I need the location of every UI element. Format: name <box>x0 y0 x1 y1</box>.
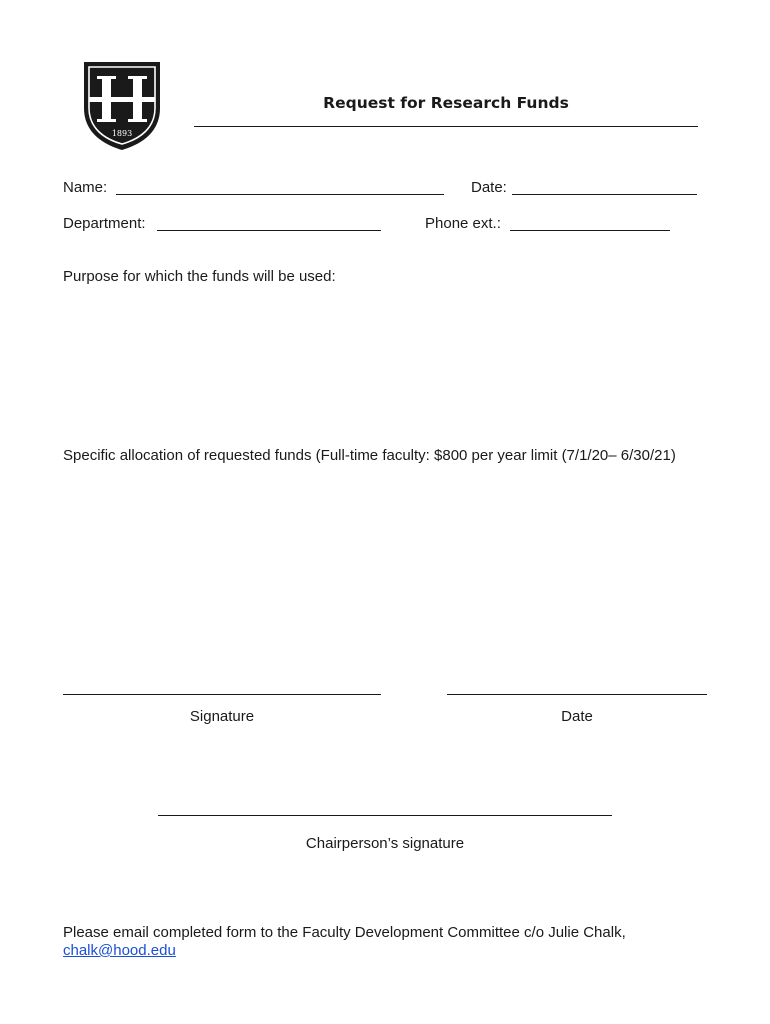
signature-date-label: Date <box>561 708 593 725</box>
signature-label: Signature <box>189 708 255 725</box>
department-field[interactable] <box>157 230 381 231</box>
purpose-label: Purpose for which the funds will be used: <box>63 268 336 285</box>
chair-signature-line[interactable] <box>158 815 612 816</box>
date-label: Date: <box>471 179 507 196</box>
title-underline <box>194 126 698 127</box>
form-title: Request for Research Funds <box>323 94 569 112</box>
name-field[interactable] <box>116 194 444 195</box>
name-label: Name: <box>63 179 108 196</box>
footer-instructions: Please email completed form to the Faculty Development Committee c/o Julie Chalk, <box>63 924 626 941</box>
date-field[interactable] <box>512 194 697 195</box>
department-label: Department: <box>63 215 146 232</box>
college-shield-logo <box>80 56 164 152</box>
allocation-label: Specific allocation of requested funds (Full-time faculty: $800 per year limit (7/1/20– 6/30/21) <box>63 447 676 464</box>
signature-line[interactable] <box>63 694 381 695</box>
phone-ext-field[interactable] <box>510 230 670 231</box>
chair-signature-label: Chairperson’s signature <box>305 835 465 852</box>
phone-ext-label: Phone ext.: <box>425 215 501 232</box>
footer-email-link[interactable]: chalk@hood.edu <box>63 942 176 959</box>
signature-date-line[interactable] <box>447 694 707 695</box>
logo-year-text: 1893 <box>111 129 133 138</box>
